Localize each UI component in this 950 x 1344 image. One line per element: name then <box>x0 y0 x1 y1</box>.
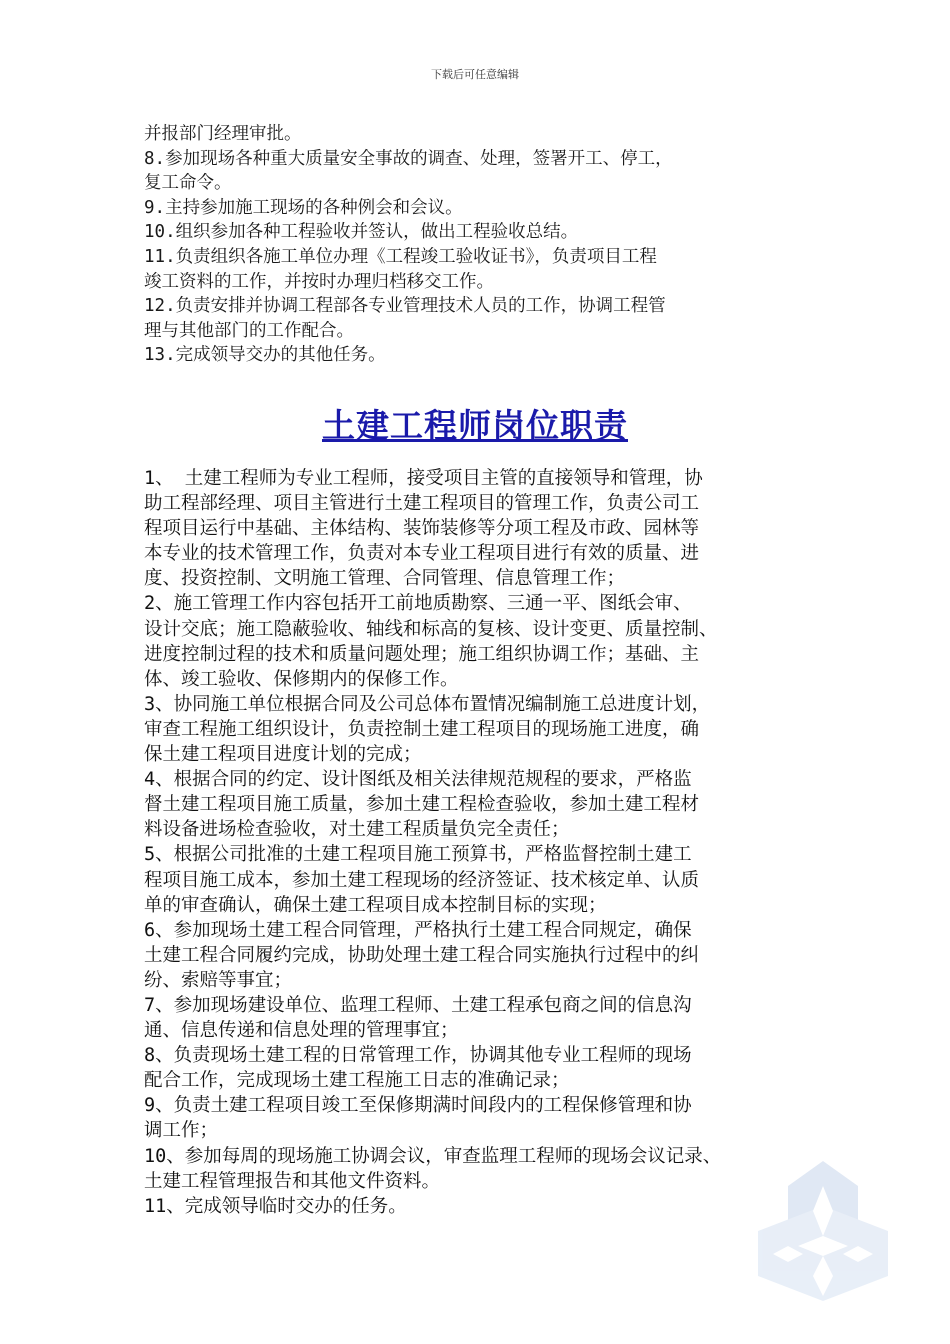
duty-line: 8、负责现场土建工程的日常管理工作，协调其他专业工程师的现场 <box>144 1045 692 1067</box>
duty-line: 7、参加现场建设单位、监理工程师、土建工程承包商之间的信息沟 <box>144 994 692 1016</box>
duty-line: 度、投资控制、文明施工管理、合同管理、信息管理工作； <box>144 568 626 590</box>
duty-line: 料设备进场检查验收，对土建工程质量负完全责任； <box>144 819 570 841</box>
duty-line: 土建工程管理报告和其他文件资料。 <box>144 1170 441 1192</box>
duty-line: 助工程部经理、项目主管进行土建工程项目的管理工作，负责公司工 <box>144 493 700 515</box>
previous-section-line: 并报部门经理审批。 <box>144 124 302 144</box>
duty-line: 11、完成领导临时交办的任务。 <box>144 1195 407 1217</box>
previous-section-line: 11.负责组织各施工单位办理《工程竣工验收证书》，负责项目工程 <box>144 246 657 267</box>
previous-section-text <box>144 122 834 368</box>
duty-line: 程项目运行中基础、主体结构、装饰装修等分项工程及市政、园林等 <box>144 518 700 540</box>
duty-list <box>144 466 834 1219</box>
duty-line: 纷、索赔等事宜； <box>144 969 293 991</box>
duty-line: 调工作； <box>144 1120 219 1142</box>
duty-line: 进度控制过程的技术和质量问题处理；施工组织协调工作；基础、主 <box>144 643 700 665</box>
duty-line: 体、竣工验收、保修期内的保修工作。 <box>144 668 459 690</box>
duty-line: 6、参加现场土建工程合同管理，严格执行土建工程合同规定，确保 <box>144 919 692 941</box>
previous-section-line: 10.组织参加各种工程验收并签认，做出工程验收总结。 <box>144 222 579 243</box>
previous-section-line: 复工命令。 <box>144 173 232 194</box>
previous-section-line: 13.完成领导交办的其他任务。 <box>144 345 386 366</box>
section-title: 土建工程师岗位职责 <box>322 406 628 445</box>
duty-line: 2、施工管理工作内容包括开工前地质勘察、三通一平、图纸会审、 <box>144 593 692 615</box>
duty-line: 10、参加每周的现场施工协调会议，审查监理工程师的现场会议记录、 <box>144 1145 722 1167</box>
duty-line: 9、负责土建工程项目竣工至保修期满时间段内的工程保修管理和协 <box>144 1095 692 1117</box>
snowflake-watermark-icon <box>748 1156 898 1306</box>
duty-line: 督土建工程项目施工质量，参加土建工程检查验收，参加土建工程材 <box>144 794 700 816</box>
duty-line: 土建工程合同履约完成，协助处理土建工程合同实施执行过程中的纠 <box>144 944 700 966</box>
duty-line: 本专业的技术管理工作，负责对本专业工程项目进行有效的质量、进 <box>144 543 700 565</box>
previous-section-line: 9.主持参加施工现场的各种例会和会议。 <box>144 197 463 218</box>
duty-line: 审查工程施工组织设计，负责控制土建工程项目的现场施工进度，确 <box>144 718 700 740</box>
duty-line: 单的审查确认，确保土建工程项目成本控制目标的实现； <box>144 894 607 916</box>
header-note: 下载后可任意编辑 <box>431 68 519 81</box>
previous-section-line: 理与其他部门的工作配合。 <box>144 320 354 341</box>
duty-line: 配合工作，完成现场土建工程施工日志的准确记录； <box>144 1070 570 1092</box>
duty-line: 设计交底；施工隐蔽验收、轴线和标高的复核、设计变更、质量控制、 <box>144 618 718 640</box>
duty-line: 程项目施工成本，参加土建工程现场的经济签证、技术核定单、认质 <box>144 869 700 891</box>
duty-line: 保土建工程项目进度计划的完成； <box>144 744 422 766</box>
previous-section-line: 12.负责安排并协调工程部各专业管理技术人员的工作，协调工程管 <box>144 296 666 317</box>
duty-line: 通、信息传递和信息处理的管理事宜； <box>144 1020 459 1042</box>
previous-section-line: 8.参加现场各种重大质量安全事故的调查、处理，签署开工、停工， <box>144 148 673 169</box>
duty-line: 1、 土建工程师为专业工程师，接受项目主管的直接领导和管理，协 <box>144 468 703 489</box>
previous-section-line: 竣工资料的工作，并按时办理归档移交工作。 <box>144 271 494 292</box>
duty-line: 3、协同施工单位根据合同及公司总体布置情况编制施工总进度计划， <box>144 693 711 715</box>
duty-line: 5、根据公司批准的土建工程项目施工预算书，严格监督控制土建工 <box>144 844 692 866</box>
duty-line: 4、根据合同的约定、设计图纸及相关法律规范规程的要求，严格监 <box>144 769 692 791</box>
